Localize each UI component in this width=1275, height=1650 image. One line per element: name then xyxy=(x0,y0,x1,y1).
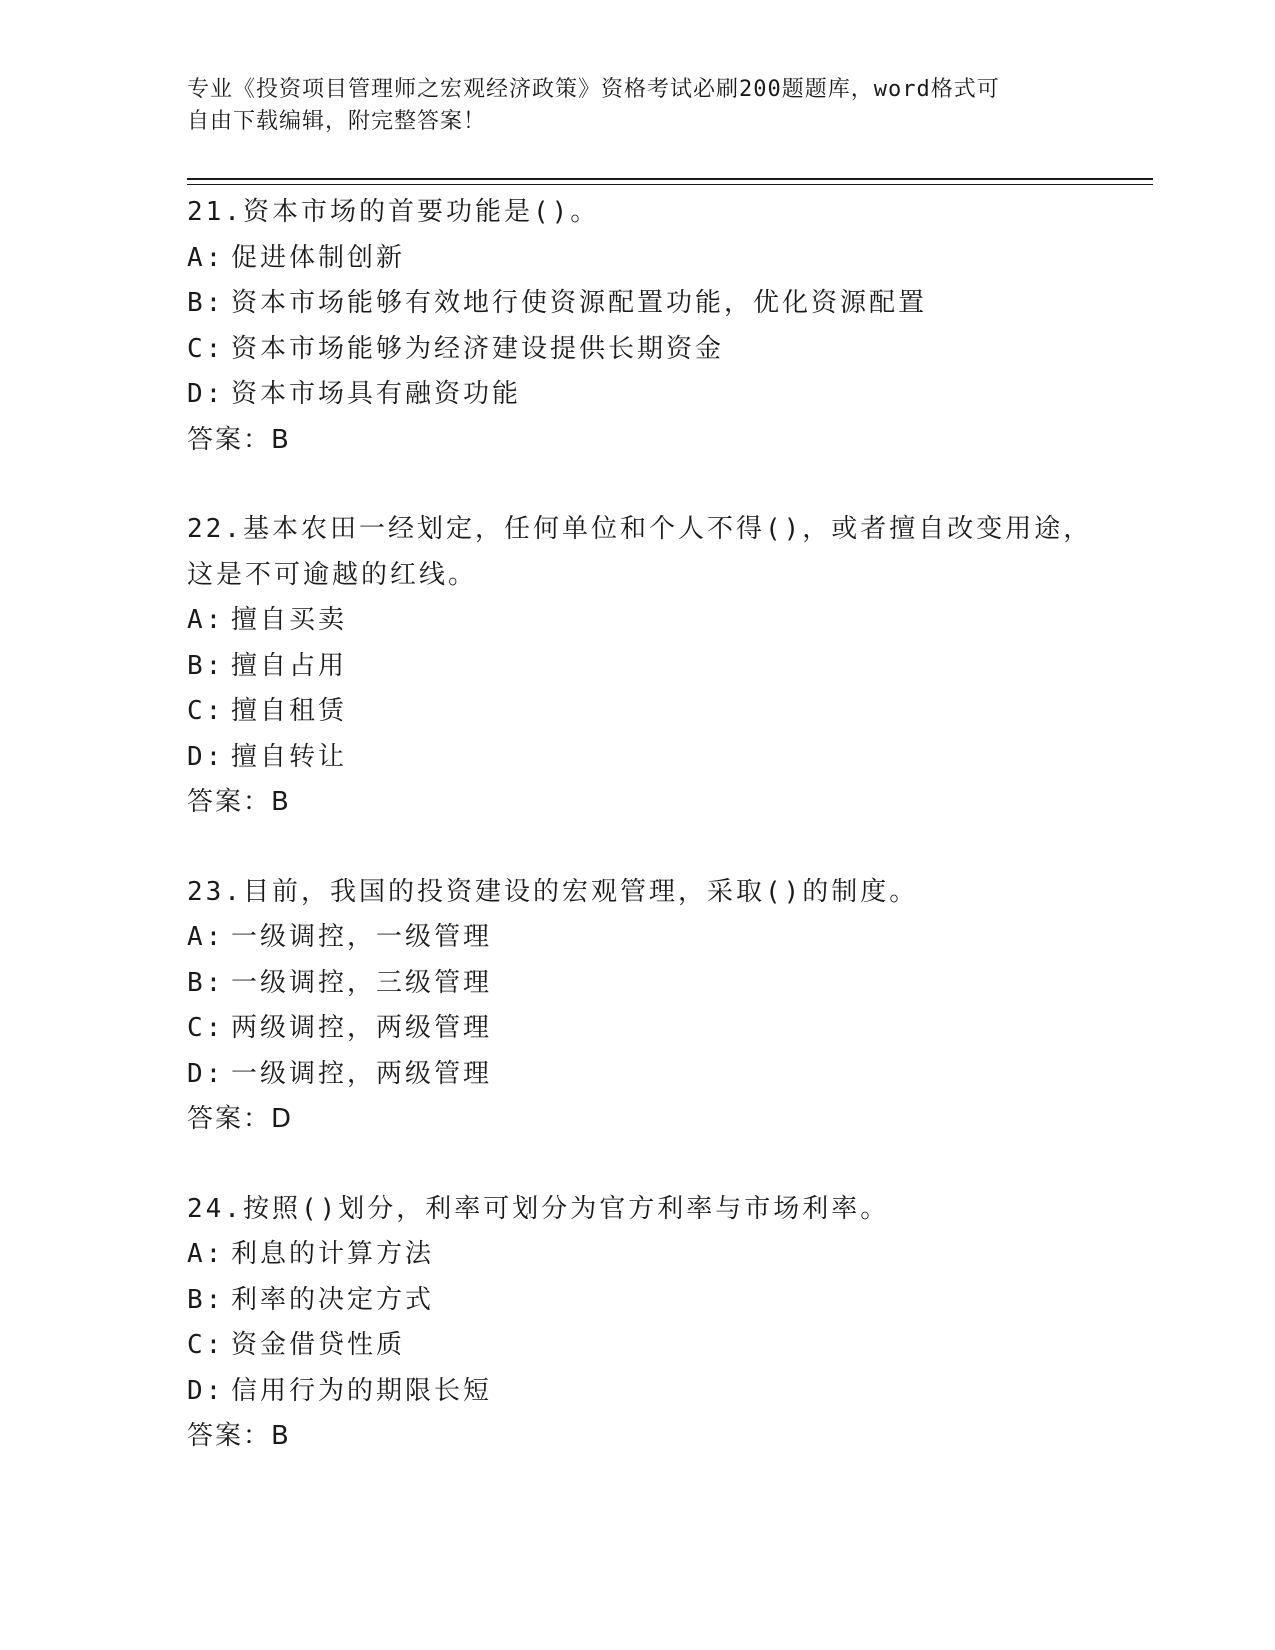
option-text: 资金借贷性质 xyxy=(231,1330,406,1360)
option-text: 信用行为的期限长短 xyxy=(231,1375,493,1406)
option-text: 擅自租赁 xyxy=(231,696,348,726)
option-a xyxy=(187,1232,1067,1278)
option-b xyxy=(187,1278,1067,1324)
question-stem-line-1: 22.基本农田一经划定，任何单位和个人不得()，或者擅自改变用途， xyxy=(187,514,1093,544)
option-letter: B: xyxy=(187,650,225,681)
option-d xyxy=(187,1052,1067,1098)
document-header xyxy=(187,74,1087,138)
answer-line: 答案：D xyxy=(187,1104,294,1134)
option-text: 一级调控，两级管理 xyxy=(231,1058,493,1089)
question-21 xyxy=(187,190,1067,463)
header-divider-thick xyxy=(187,178,1153,180)
option-d xyxy=(187,1369,1067,1415)
header-line-1: 专业《投资项目管理师之宏观经济政策》资格考试必刷200题题库，word格式可 xyxy=(187,77,1000,102)
question-stem: 24.按照()划分，利率可划分为官方利率与市场利率。 xyxy=(187,1193,890,1224)
option-letter: A: xyxy=(187,1239,225,1269)
answer-line: 答案：B xyxy=(187,1421,291,1451)
option-c xyxy=(187,1323,1067,1369)
option-letter: D: xyxy=(187,741,225,772)
option-b xyxy=(187,644,1067,690)
option-text: 促进体制创新 xyxy=(231,242,406,273)
option-letter: D: xyxy=(187,379,225,409)
option-text: 利息的计算方法 xyxy=(231,1239,435,1269)
option-text: 资本市场能够为经济建设提供长期资金 xyxy=(231,333,725,364)
option-letter: B: xyxy=(187,1284,225,1315)
option-letter: A: xyxy=(187,922,225,952)
option-b xyxy=(187,961,1067,1007)
question-stem: 21.资本市场的首要功能是()。 xyxy=(187,197,600,227)
option-a xyxy=(187,236,1067,282)
option-text: 资本市场能够有效地行使资源配置功能，优化资源配置 xyxy=(231,288,928,318)
option-letter: C: xyxy=(187,1330,225,1360)
option-text: 擅自转让 xyxy=(231,741,348,772)
option-d xyxy=(187,372,1067,418)
option-letter: A: xyxy=(187,242,225,273)
option-text: 一级调控，三级管理 xyxy=(231,967,493,998)
answer-line: 答案：B xyxy=(187,787,291,817)
option-letter: C: xyxy=(187,333,225,364)
question-22 xyxy=(187,507,1093,826)
option-text: 两级调控，两级管理 xyxy=(231,1013,493,1043)
option-letter: B: xyxy=(187,967,225,998)
question-24 xyxy=(187,1187,1067,1460)
option-letter: D: xyxy=(187,1058,225,1089)
option-c xyxy=(187,1006,1067,1052)
question-stem: 23.目前，我国的投资建设的宏观管理，采取()的制度。 xyxy=(187,876,919,907)
option-text: 利率的决定方式 xyxy=(231,1284,435,1315)
option-c xyxy=(187,327,1067,373)
answer-line: 答案：B xyxy=(187,424,291,455)
option-d xyxy=(187,735,1067,781)
option-a xyxy=(187,598,1067,644)
option-text: 资本市场具有融资功能 xyxy=(231,379,522,409)
option-letter: D: xyxy=(187,1375,225,1406)
option-letter: B: xyxy=(187,288,225,318)
question-stem-line-2: 这是不可逾越的红线。 xyxy=(187,559,478,590)
option-b xyxy=(187,281,1067,327)
option-text: 擅自占用 xyxy=(231,650,348,681)
option-letter: A: xyxy=(187,605,225,635)
option-a xyxy=(187,915,1067,961)
header-line-2: 自由下载编辑，附完整答案！ xyxy=(187,109,487,134)
option-text: 擅自买卖 xyxy=(231,605,348,635)
option-text: 一级调控，一级管理 xyxy=(231,922,493,952)
option-c xyxy=(187,689,1067,735)
header-divider-thin xyxy=(187,184,1153,185)
question-list xyxy=(187,190,1093,1504)
option-letter: C: xyxy=(187,696,225,726)
question-23 xyxy=(187,870,1067,1143)
option-letter: C: xyxy=(187,1013,225,1043)
